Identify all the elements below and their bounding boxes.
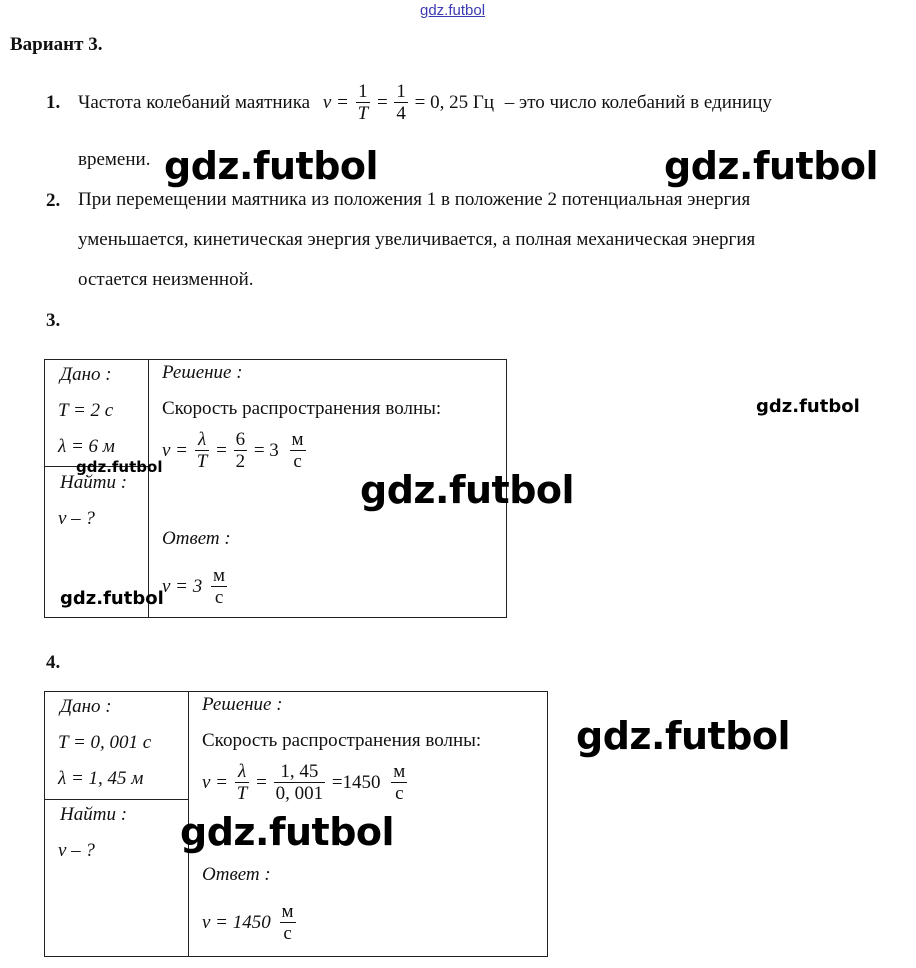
- item-1-formula-rest: = 0, 25 Гц: [414, 91, 495, 113]
- task-4-find-1: v – ?: [58, 840, 95, 861]
- item-1-fraction-2-num: 1: [396, 81, 406, 102]
- task-3-find-label: Найти :: [60, 472, 128, 493]
- task-4-unit: [391, 762, 407, 805]
- task-4-formula: [202, 762, 409, 805]
- task-3-fraction-1-num: λ: [195, 430, 210, 451]
- watermark: gdz.futbol: [164, 144, 379, 188]
- task-3-fraction-2-num: 6: [235, 429, 246, 450]
- task-3-answer-value: v = 3: [162, 575, 203, 597]
- item-4-number: 4.: [46, 652, 61, 673]
- task-3-fraction-1-den: T: [196, 451, 208, 472]
- task-4-fraction-2-den: 0, 001: [275, 783, 324, 804]
- watermark: gdz.futbol: [360, 468, 575, 512]
- task-4-fraction-2-num: 1, 45: [274, 762, 326, 783]
- task-3-fraction-1: [195, 430, 210, 473]
- task-3-given-2: λ = 6 м: [58, 436, 115, 457]
- task-4-formula-result: =1450: [331, 771, 381, 793]
- task-4-fraction-1-num: λ: [235, 762, 250, 783]
- item-2-line-2: уменьшается, кинетическая энергия увеличивается, а полная механическая энергия: [78, 229, 756, 250]
- task-4-answer: [202, 902, 298, 945]
- task-4-unit-num: м: [393, 761, 406, 782]
- task-3-unit-den: с: [293, 451, 302, 472]
- watermark: gdz.futbol: [664, 144, 879, 188]
- task-3-unit: [290, 430, 306, 473]
- task-3-fraction-2-den: 2: [235, 451, 246, 472]
- variant-title: Вариант 3.: [10, 34, 103, 55]
- task-4-formula-eq: =: [256, 771, 267, 793]
- item-1-line-2: времени.: [78, 149, 151, 170]
- task-3-solution-text: Скорость распространения волны:: [162, 398, 442, 419]
- task-4-fraction-1-den: T: [236, 783, 248, 804]
- item-1-line-1: [78, 82, 772, 125]
- watermark: gdz.futbol: [576, 714, 791, 758]
- item-3-number: 3.: [46, 310, 61, 331]
- site-link[interactable]: gdz.futbol: [420, 2, 486, 19]
- item-2-line-3: остается неизменной.: [78, 269, 254, 290]
- item-1-fraction-2: [394, 82, 408, 125]
- task-4-fraction-2: [274, 762, 326, 805]
- task-4-answer-unit-den: с: [283, 923, 292, 944]
- item-1-fraction-1: [356, 82, 371, 125]
- item-1-text-after: – это число колебаний в единицу: [504, 91, 772, 113]
- watermark: gdz.futbol: [756, 396, 860, 417]
- item-1-fraction-1-num: 1: [356, 82, 371, 103]
- item-1-number: 1.: [46, 92, 61, 113]
- task-4-find-label: Найти :: [60, 804, 128, 825]
- task-3-find-1: v – ?: [58, 508, 95, 529]
- task-3-answer-unit: [211, 566, 227, 609]
- task-4-given-2: λ = 1, 45 м: [58, 768, 144, 789]
- task-3-formula-result: = 3: [253, 439, 279, 461]
- task-3-divider-vertical: [148, 359, 149, 617]
- task-3-given-1: T = 2 c: [58, 400, 114, 421]
- watermark: gdz.futbol: [76, 458, 163, 476]
- task-4-solution-text: Скорость распространения волны:: [202, 730, 482, 751]
- task-4-divider-horizontal: [44, 799, 188, 800]
- item-1-fraction-1-den: T: [357, 103, 369, 124]
- task-3-formula-lhs: v =: [162, 439, 189, 461]
- task-3-answer-unit-den: с: [214, 587, 224, 608]
- item-1-formula-eq: =: [376, 91, 388, 113]
- task-4-answer-label: Ответ :: [202, 864, 271, 885]
- item-1-text-before: Частота колебаний маятника: [78, 91, 311, 113]
- watermark: gdz.futbol: [60, 588, 164, 609]
- task-3-solution-label: Решение :: [162, 362, 243, 383]
- task-3-fraction-2: [234, 430, 248, 473]
- task-4-given-1: T = 0, 001 c: [58, 732, 152, 753]
- task-4-answer-unit: [280, 902, 296, 945]
- task-4-unit-den: с: [395, 783, 404, 804]
- task-3-answer-unit-num: м: [213, 565, 226, 586]
- item-1-formula-lhs: ν =: [322, 91, 349, 113]
- task-4-answer-unit-num: м: [281, 901, 294, 922]
- task-3-answer-label: Ответ :: [162, 528, 231, 549]
- task-4-given-label: Дано :: [60, 696, 112, 717]
- task-3-answer: [162, 566, 229, 609]
- watermark: gdz.futbol: [180, 810, 395, 854]
- task-4-solution-label: Решение :: [202, 694, 283, 715]
- task-4-fraction-1: [235, 762, 250, 805]
- task-4-formula-lhs: v =: [202, 771, 229, 793]
- task-3-formula-eq: =: [216, 439, 227, 461]
- item-2-line-1: При перемещении маятника из положения 1 в положение 2 потенциальная энергия: [78, 189, 751, 210]
- task-3-given-label: Дано :: [60, 364, 112, 385]
- task-3-formula: [162, 430, 308, 473]
- task-3-unit-num: м: [291, 429, 304, 450]
- item-1-fraction-2-den: 4: [396, 103, 406, 124]
- item-2-number: 2.: [46, 190, 61, 211]
- task-4-answer-value: v = 1450: [202, 911, 271, 933]
